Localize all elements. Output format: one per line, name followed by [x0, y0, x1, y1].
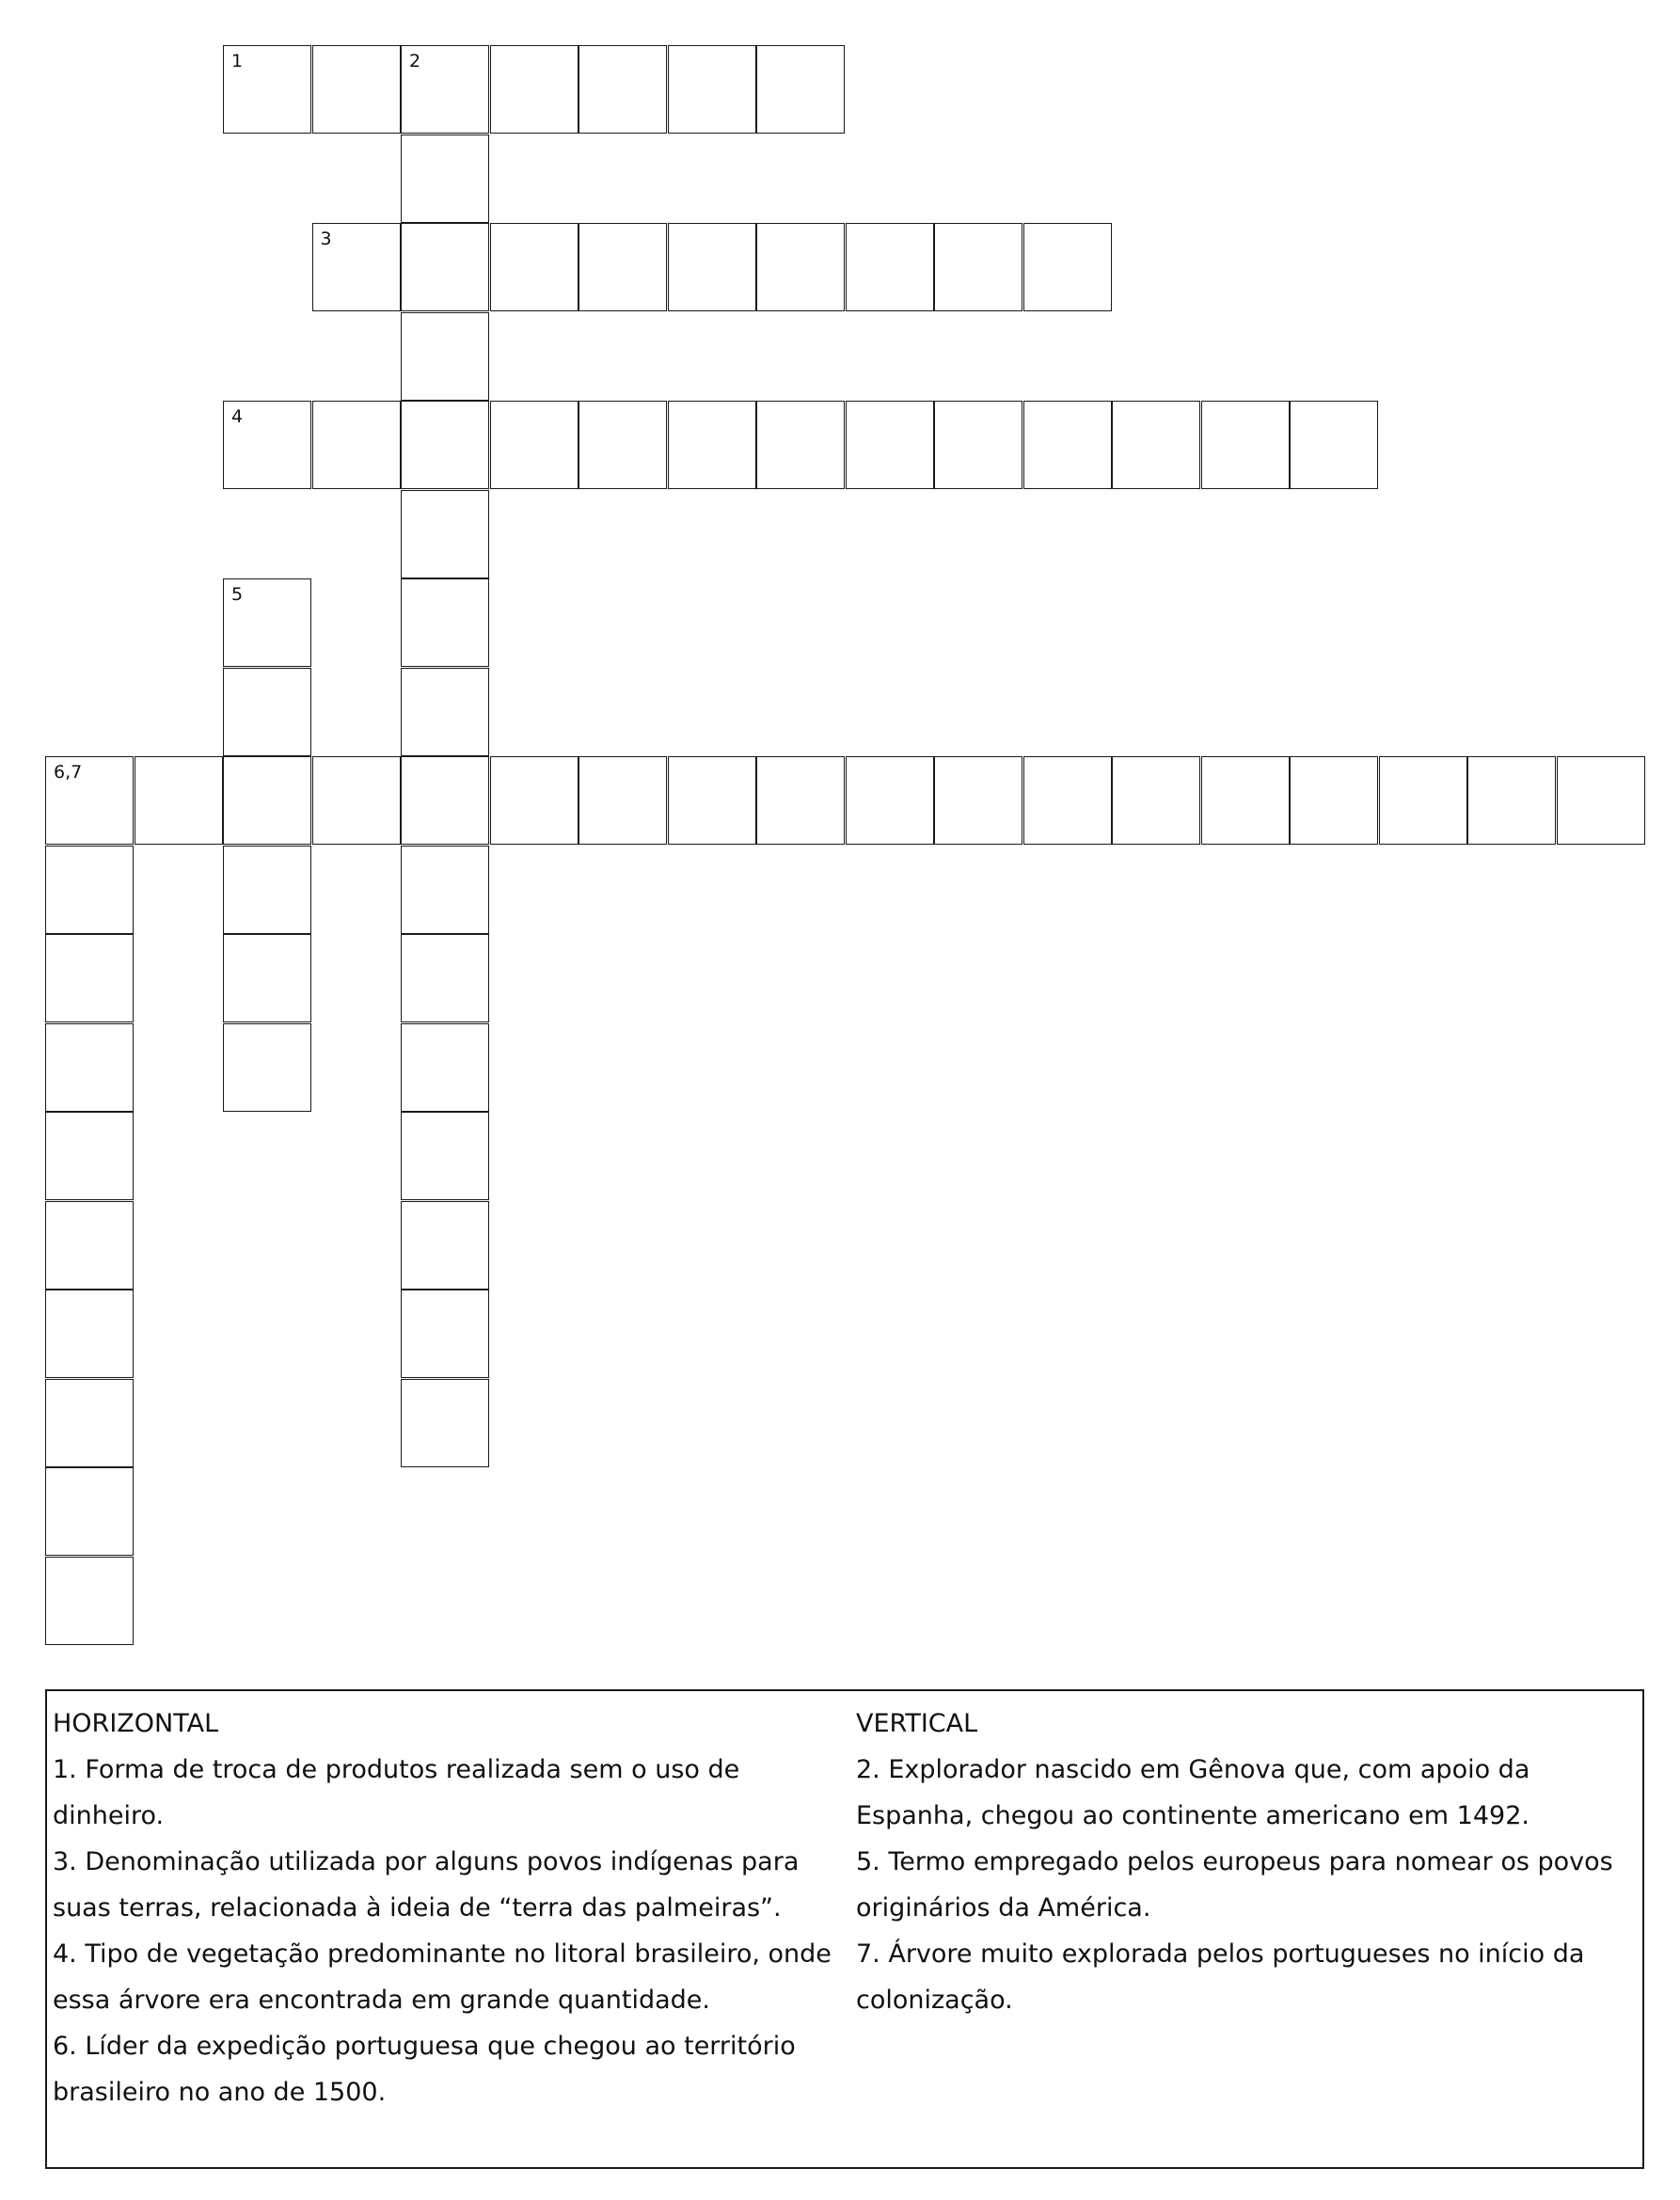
- clue-number: 2: [409, 51, 421, 71]
- crossword-cell[interactable]: [934, 756, 1022, 845]
- clue-horizontal-1: 1. Forma de troca de produtos realizada sem o uso de dinheiro.: [53, 1755, 740, 1830]
- crossword-cell[interactable]: [1023, 756, 1112, 845]
- crossword-cell[interactable]: [846, 756, 934, 845]
- crossword-cell[interactable]: [223, 578, 311, 667]
- crossword-cell[interactable]: [1112, 756, 1200, 845]
- crossword-cell[interactable]: [401, 756, 489, 845]
- crossword-cell[interactable]: [1201, 401, 1290, 489]
- crossword-cell[interactable]: [490, 45, 578, 134]
- crossword-cell[interactable]: [934, 223, 1022, 311]
- clues-box: [45, 1689, 1644, 2169]
- crossword-cell[interactable]: [401, 1290, 489, 1378]
- crossword-cell[interactable]: [312, 401, 401, 489]
- crossword-cell[interactable]: [401, 401, 489, 489]
- clue-horizontal-4: 4. Tipo de vegetação predominante no litoral brasileiro, onde essa árvore era encontrada em grande quantidade.: [53, 1939, 832, 2015]
- clue-vertical-2: 2. Explorador nascido em Gênova que, com apoio da Espanha, chegou ao continente americano em 1492.: [856, 1755, 1530, 1830]
- crossword-cell[interactable]: [312, 223, 401, 311]
- crossword-cell[interactable]: [1379, 756, 1467, 845]
- crossword-cell[interactable]: [223, 401, 311, 489]
- crossword-cell[interactable]: [756, 223, 845, 311]
- crossword-cell[interactable]: [45, 1290, 134, 1378]
- crossword-cell[interactable]: [401, 846, 489, 934]
- clue-number: 6,7: [54, 762, 83, 783]
- crossword-cell[interactable]: [668, 45, 756, 134]
- crossword-cell[interactable]: [45, 1023, 134, 1112]
- crossword-cell[interactable]: [1290, 401, 1378, 489]
- crossword-cell[interactable]: [223, 1023, 311, 1112]
- crossword-cell[interactable]: [45, 846, 134, 934]
- crossword-cell[interactable]: [1557, 756, 1645, 845]
- horizontal-heading: HORIZONTAL: [53, 1709, 219, 1738]
- vertical-heading: VERTICAL: [856, 1709, 978, 1738]
- horizontal-clues: [53, 1701, 843, 2115]
- crossword-cell[interactable]: [401, 223, 489, 311]
- crossword-cell[interactable]: [223, 668, 311, 756]
- clue-horizontal-6: 6. Líder da expedição portuguesa que chegou ao território brasileiro no ano de 1500.: [53, 2032, 796, 2107]
- crossword-cell[interactable]: [578, 223, 667, 311]
- crossword-cell[interactable]: [45, 934, 134, 1022]
- crossword-cell[interactable]: [223, 846, 311, 934]
- crossword-cell[interactable]: [401, 934, 489, 1022]
- crossword-cell[interactable]: [401, 1023, 489, 1112]
- crossword-cell[interactable]: [401, 1201, 489, 1290]
- crossword-cell[interactable]: [45, 1467, 134, 1556]
- crossword-cell[interactable]: [312, 45, 401, 134]
- crossword-cell[interactable]: [578, 756, 667, 845]
- crossword-cell[interactable]: [1290, 756, 1378, 845]
- crossword-cell[interactable]: [45, 1379, 134, 1467]
- crossword-cell[interactable]: [401, 135, 489, 223]
- clue-number: 5: [231, 584, 244, 605]
- crossword-cell[interactable]: [401, 312, 489, 401]
- crossword-cell[interactable]: [668, 401, 756, 489]
- clue-number: 3: [320, 229, 332, 249]
- crossword-cell[interactable]: [756, 401, 845, 489]
- crossword-cell[interactable]: [45, 1112, 134, 1200]
- crossword-cell[interactable]: [401, 45, 489, 134]
- clue-vertical-5: 5. Termo empregado pelos europeus para nomear os povos originários da América.: [856, 1847, 1613, 1923]
- crossword-cell[interactable]: [401, 1112, 489, 1200]
- crossword-cell[interactable]: [223, 45, 311, 134]
- crossword-cell[interactable]: [490, 223, 578, 311]
- crossword-cell[interactable]: [846, 223, 934, 311]
- clue-horizontal-3: 3. Denominação utilizada por alguns povos indígenas para suas terras, relacionada à ideia de “terra das palmeiras”.: [53, 1847, 800, 1923]
- crossword-cell[interactable]: [1023, 223, 1112, 311]
- crossword-cell[interactable]: [401, 668, 489, 756]
- crossword-cell[interactable]: [401, 578, 489, 667]
- crossword-cell[interactable]: [223, 756, 311, 845]
- crossword-cell[interactable]: [578, 45, 667, 134]
- clue-number: 1: [231, 51, 244, 71]
- crossword-cell[interactable]: [490, 756, 578, 845]
- crossword-cell[interactable]: [846, 401, 934, 489]
- crossword-cell[interactable]: [668, 223, 756, 311]
- crossword-cell[interactable]: [756, 45, 845, 134]
- crossword-cell[interactable]: [1112, 401, 1200, 489]
- crossword-cell[interactable]: [312, 756, 401, 845]
- crossword-cell[interactable]: [934, 401, 1022, 489]
- crossword-cell[interactable]: [756, 756, 845, 845]
- crossword-cell[interactable]: [135, 756, 223, 845]
- crossword-cell[interactable]: [1201, 756, 1290, 845]
- crossword-cell[interactable]: [45, 1557, 134, 1645]
- vertical-clues: [856, 1701, 1642, 2023]
- clue-vertical-7: 7. Árvore muito explorada pelos portugueses no início da colonização.: [856, 1939, 1585, 2015]
- crossword-cell[interactable]: [1023, 401, 1112, 489]
- clue-number: 4: [231, 406, 244, 427]
- crossword-cell[interactable]: [1467, 756, 1556, 845]
- crossword-cell[interactable]: [578, 401, 667, 489]
- crossword-cell[interactable]: [668, 756, 756, 845]
- crossword-cell[interactable]: [401, 490, 489, 578]
- crossword-cell[interactable]: [223, 934, 311, 1022]
- crossword-cell[interactable]: [45, 1201, 134, 1290]
- crossword-cell[interactable]: [45, 756, 134, 845]
- crossword-cell[interactable]: [490, 401, 578, 489]
- crossword-cell[interactable]: [401, 1379, 489, 1467]
